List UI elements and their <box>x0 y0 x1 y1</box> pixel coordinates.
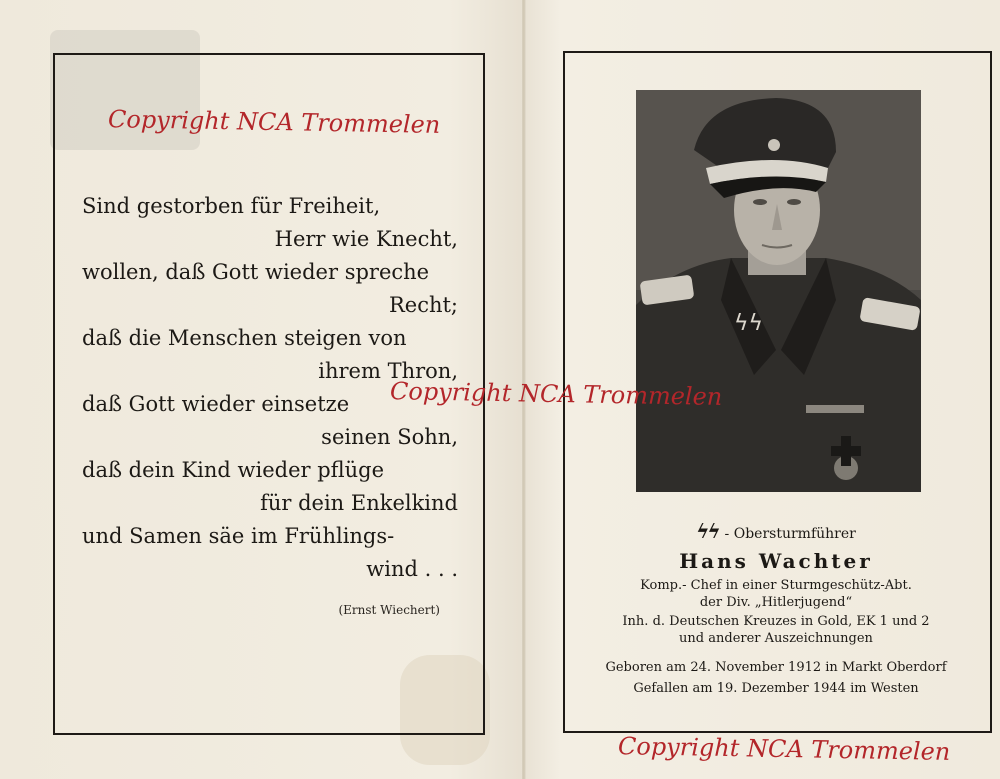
poem-line: seinen Sohn, <box>321 425 458 449</box>
rank-line <box>566 519 986 543</box>
svg-text:ϟϟ: ϟϟ <box>734 311 764 336</box>
poem-line: wollen, daß Gott wieder spreche <box>82 260 430 284</box>
poem-line: Sind gestorben für Freiheit, <box>82 194 381 218</box>
poem-line: für dein Enkelkind <box>260 491 458 515</box>
poem-line: Recht; <box>388 293 458 317</box>
portrait-illustration <box>636 90 921 492</box>
deceased-name: Hans Wachter <box>679 549 873 573</box>
copyright-watermark: Copyright NCA Trommelen <box>107 105 441 139</box>
award-line-1: Inh. d. Deutschen Kreuzes in Gold, EK 1 und 2 <box>622 614 930 629</box>
poem-line: wind . . . <box>366 557 458 581</box>
poem-line: daß die Menschen steigen von <box>82 326 407 350</box>
copyright-watermark: Copyright NCA Trommelen <box>389 377 723 411</box>
birth-line: Geboren am 24. November 1912 in Markt Oberdorf <box>605 660 947 675</box>
poem-line: daß dein Kind wieder pflüge <box>82 458 385 482</box>
role-line-2: der Div. „Hitlerjugend“ <box>699 595 853 610</box>
poem-line: und Samen säe im Frühlings- <box>82 524 395 548</box>
award-line-2: und anderer Auszeichnungen <box>679 631 873 646</box>
copyright-watermark: Copyright NCA Trommelen <box>617 732 951 766</box>
portrait-photo <box>636 90 921 492</box>
poem-line: Herr wie Knecht, <box>274 227 458 251</box>
poem-line: ihrem Thron, <box>318 359 458 383</box>
poem-line: daß Gott wieder einsetze <box>82 392 350 416</box>
death-line: Gefallen am 19. Dezember 1944 im Westen <box>633 681 919 696</box>
poem-author: (Ernst Wiechert) <box>338 603 440 617</box>
role-line-1: Komp.- Chef in einer Sturmgeschütz-Abt. <box>640 578 912 593</box>
rank: - Obersturmführer <box>724 526 856 542</box>
ss-rune-mark: ϟϟ <box>696 519 719 543</box>
